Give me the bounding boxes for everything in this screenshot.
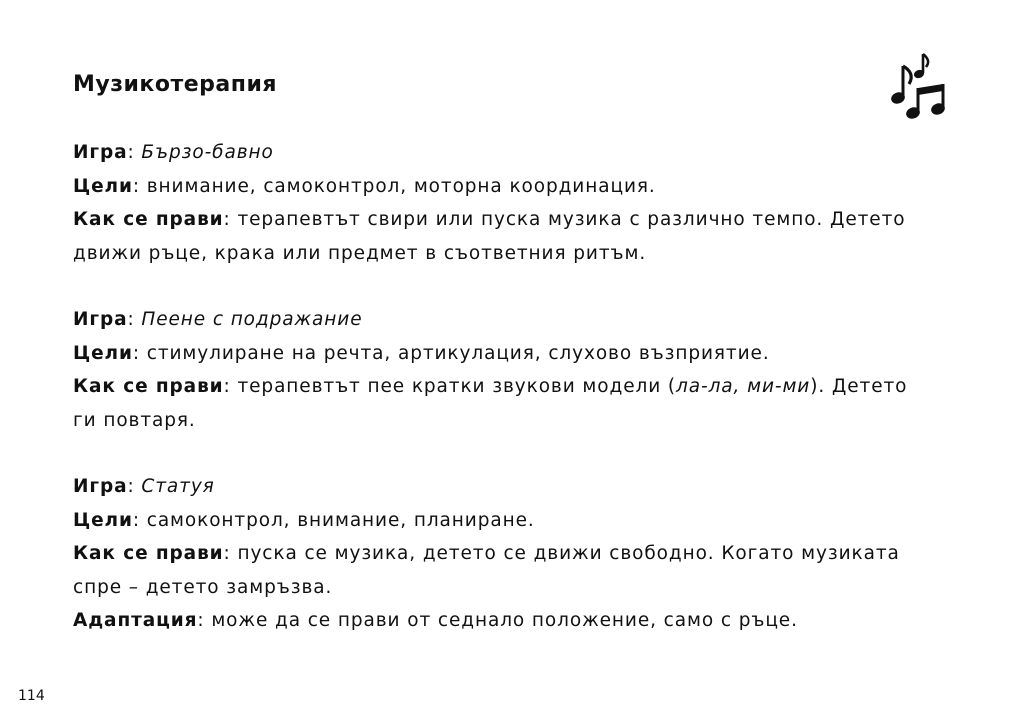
game-line: Игра: Пеене с подражание	[73, 309, 363, 330]
goals-line: Цели: внимание, самоконтрол, моторна координация.	[73, 175, 656, 197]
goals-text: внимание, самоконтрол, моторна координация.	[146, 175, 656, 197]
page-title: Музикотерапия	[73, 72, 277, 97]
how-text: терапевтът пее кратки звукови модели (	[237, 376, 677, 397]
how-label: Как се прави	[73, 376, 224, 397]
game-block-2	[73, 303, 973, 437]
game-label: Игра	[73, 476, 128, 497]
page-number: 114	[18, 688, 45, 704]
goals-label: Цели	[73, 175, 133, 197]
how-text-end: ). Детето	[810, 376, 908, 397]
goals-label: Цели	[73, 342, 133, 364]
how-line: Как се прави: терапевтът свири или пуска музика с различно темпо. Детето	[73, 209, 906, 230]
game-name: Статуя	[141, 476, 215, 497]
content	[73, 136, 973, 671]
adaptation-line: Адаптация: може да се прави от седнало положение, само с ръце.	[73, 610, 798, 631]
how-line: Как се прави: терапевтът пее кратки звукови модели (ла-ла, ми-ми). Детето	[73, 376, 908, 397]
how-text-continued: ги повтаря.	[73, 409, 196, 431]
goals-label: Цели	[73, 509, 133, 531]
game-block-3	[73, 470, 973, 638]
goals-text: стимулиране на речта, артикулация, слухово възприятие.	[146, 342, 770, 364]
goals-line: Цели: самоконтрол, внимание, планиране.	[73, 509, 535, 531]
game-label: Игра	[73, 142, 128, 163]
game-line: Игра: Бързо-бавно	[73, 142, 274, 163]
how-label: Как се прави	[73, 543, 224, 564]
game-block-1	[73, 136, 973, 270]
game-name: Пеене с подражание	[141, 309, 363, 330]
adaptation-label: Адаптация	[73, 610, 198, 631]
how-line: Как се прави: пуска се музика, детето се движи свободно. Когато музиката	[73, 543, 900, 564]
how-text-continued: движи ръце, крака или предмет в съответния ритъм.	[73, 242, 647, 264]
goals-text: самоконтрол, внимание, планиране.	[146, 509, 535, 531]
how-text-continued: спре – детето замръзва.	[73, 576, 333, 598]
how-text: терапевтът свири или пуска музика с различно темпо. Детето	[237, 209, 906, 230]
game-line: Игра: Статуя	[73, 476, 215, 497]
how-label: Как се прави	[73, 209, 224, 230]
adaptation-text: може да се прави от седнало положение, само с ръце.	[211, 610, 798, 631]
game-label: Игра	[73, 309, 128, 330]
sound-models-text: ла-ла, ми-ми	[676, 376, 811, 397]
how-text: пуска се музика, детето се движи свободно. Когато музиката	[237, 543, 900, 564]
game-name: Бързо-бавно	[141, 142, 274, 163]
musical-notes-icon	[884, 52, 954, 124]
goals-line: Цели: стимулиране на речта, артикулация, слухово възприятие.	[73, 342, 770, 364]
